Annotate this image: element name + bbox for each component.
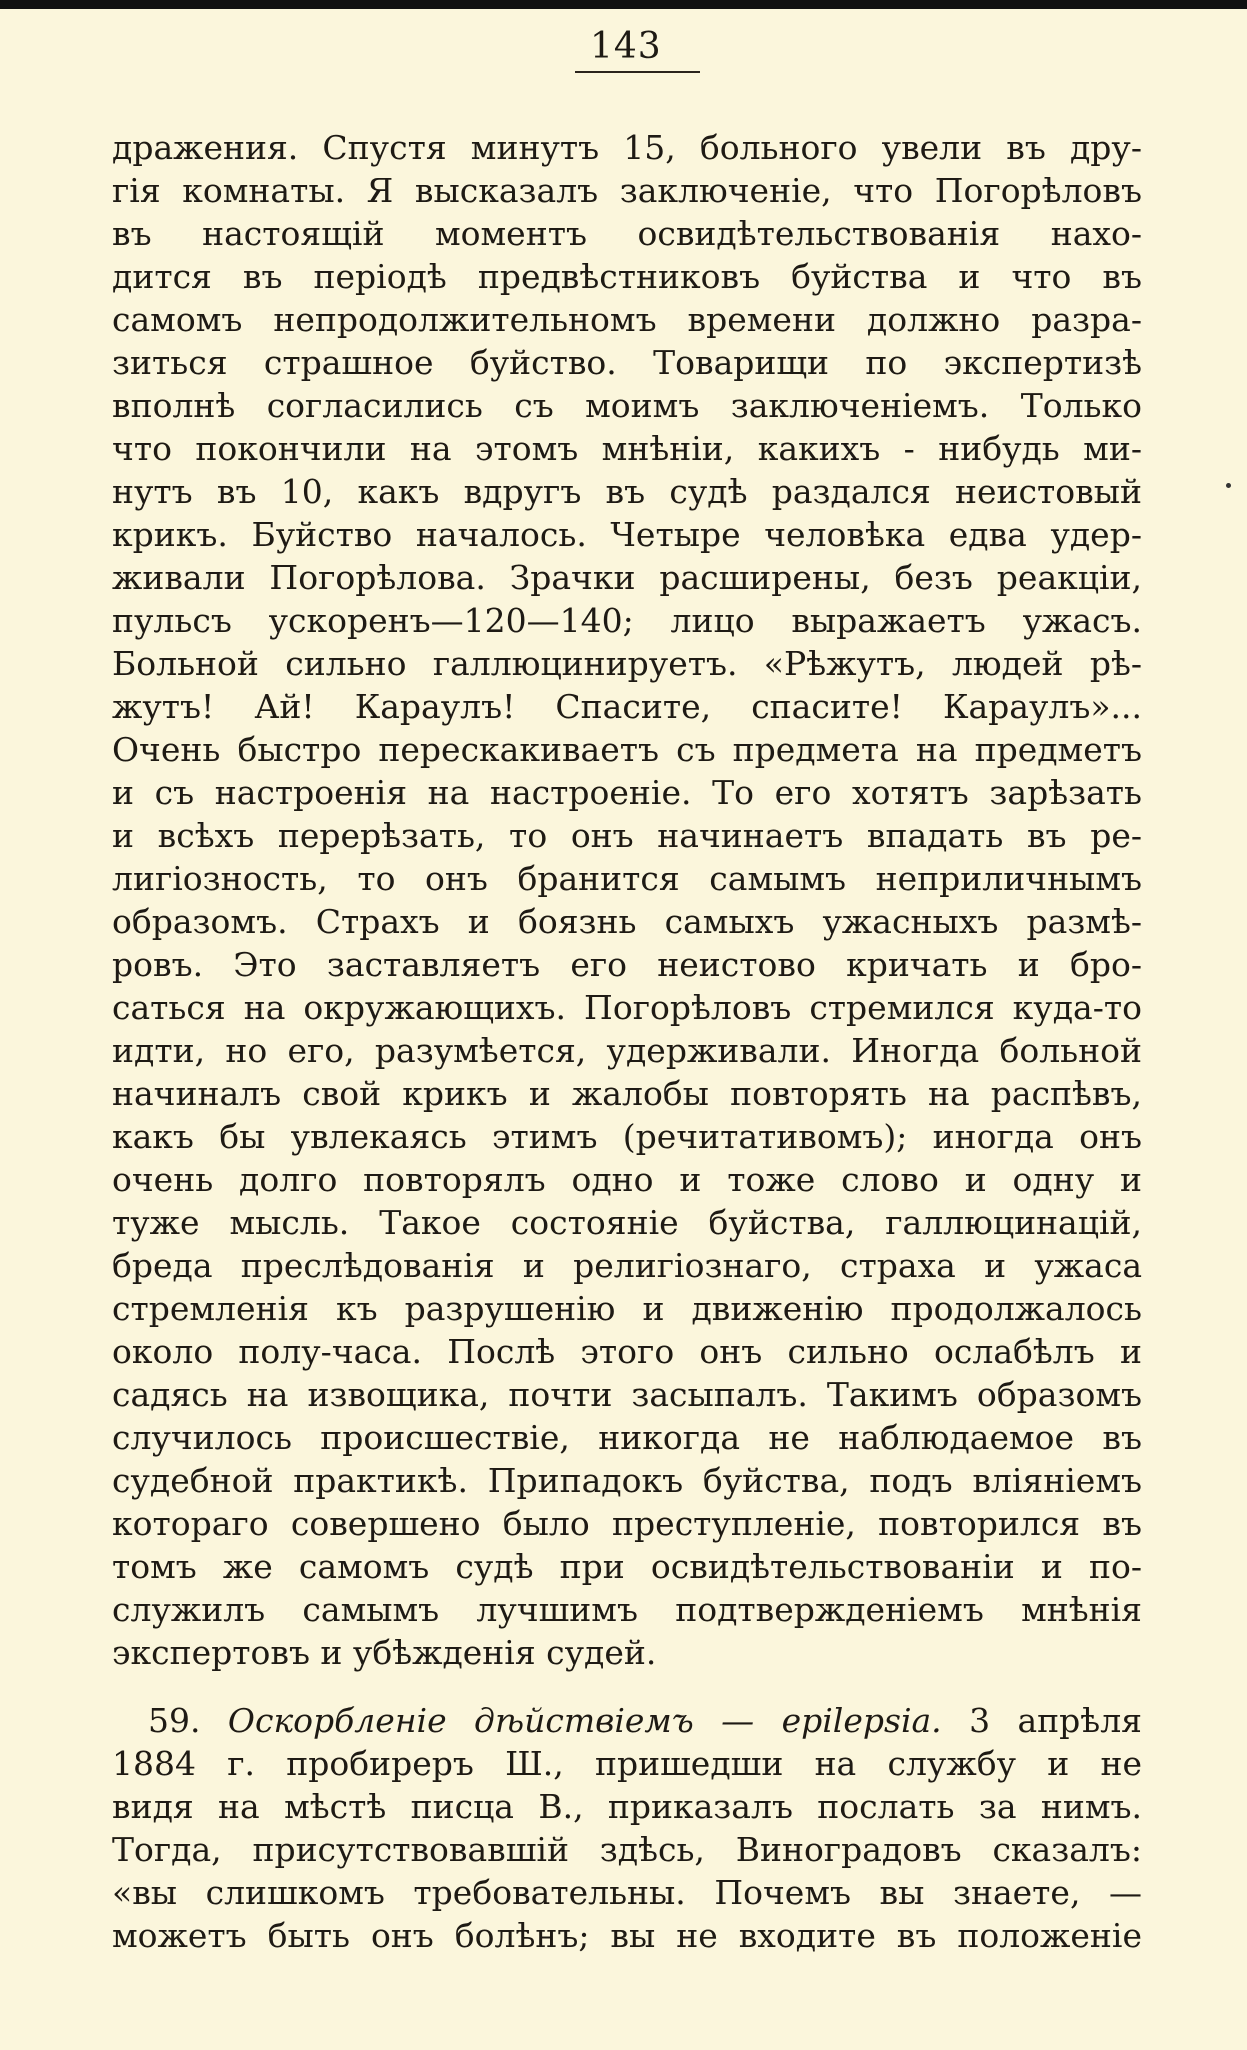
text-line: лигіозность, то онъ бранится самымъ неприличнымъ	[112, 859, 1142, 898]
text-line: въ настоящій моментъ освидѣтельствованія нахо-	[112, 214, 1142, 253]
text-line: образомъ. Страхъ и боязнь самыхъ ужасныхъ размѣ-	[112, 902, 1142, 941]
text-line: и всѣхъ перерѣзать, то онъ начинаетъ впадать въ ре-	[112, 816, 1142, 855]
text-line: около полу-часа. Послѣ этого онъ сильно ослабѣлъ и	[112, 1332, 1142, 1371]
text-line: дражения. Спустя минутъ 15, больного увели въ дру-	[112, 128, 1142, 167]
text-line: экспертовъ и убѣжденія судей.	[112, 1633, 657, 1672]
text-line: нутъ въ 10, какъ вдругъ въ судѣ раздался неистовый	[112, 472, 1142, 511]
text-line: бреда преслѣдованія и религіознаго, страха и ужаса	[112, 1246, 1142, 1285]
text-line: начиналъ свой крикъ и жалобы повторять на распѣвъ,	[112, 1074, 1142, 1113]
section-heading: Оскорбленіе дѣйствіемъ — epilepsia.	[227, 1701, 942, 1740]
text-line: жутъ! Ай! Караулъ! Спасите, спасите! Караулъ»...	[112, 687, 1142, 726]
text-line: очень долго повторялъ одно и тоже слово и одну и	[112, 1160, 1142, 1199]
text-line: котораго совершено было преступленіе, повторился въ	[112, 1504, 1142, 1543]
text-line: ровъ. Это заставляетъ его неистово кричать и бро-	[112, 945, 1142, 984]
page-number: 143	[590, 26, 662, 67]
text-line: садясь на извощика, почти засыпалъ. Такимъ образомъ	[112, 1375, 1142, 1414]
text-line: вполнѣ согласились съ моимъ заключеніемъ. Только	[112, 386, 1142, 425]
text-line: зиться страшное буйство. Товарищи по экспертизѣ	[112, 343, 1142, 382]
text-line: служилъ самымъ лучшимъ подтвержденіемъ мнѣнія	[112, 1590, 1142, 1629]
text-line: живали Погорѣлова. Зрачки расширены, безъ реакціи,	[112, 558, 1142, 597]
text-line: пульсъ ускоренъ—120—140; лицо выражаетъ ужасъ.	[112, 601, 1142, 640]
text-line: судебной практикѣ. Припадокъ буйства, подъ вліяніемъ	[112, 1461, 1142, 1500]
text-line: идти, но его, разумѣется, удерживали. Иногда больной	[112, 1031, 1142, 1070]
text-line: дится въ періодѣ предвѣстниковъ буйства и что въ	[112, 257, 1142, 296]
text-line: Больной сильно галлюцинируетъ. «Рѣжутъ, людей рѣ-	[112, 644, 1142, 683]
page-number-rule	[575, 71, 700, 73]
text-line: Тогда, присутствовавшій здѣсь, Виноградовъ сказалъ:	[112, 1830, 1142, 1869]
page-top-edge	[0, 0, 1247, 9]
text-line: 1884 г. пробиреръ Ш., пришедши на службу и не	[112, 1744, 1142, 1783]
text-line: «вы слишкомъ требовательны. Почемъ вы знаете, —	[112, 1873, 1142, 1912]
text-line: гія комнаты. Я высказалъ заключеніе, что Погорѣловъ	[112, 171, 1142, 210]
text-line: Очень быстро перескакиваетъ съ предмета на предметъ	[112, 730, 1142, 769]
text-line: и съ настроенія на настроеніе. То его хотятъ зарѣзать	[112, 773, 1142, 812]
text-line: крикъ. Буйство началось. Четыре человѣка едва удер-	[112, 515, 1142, 554]
text-line: видя на мѣстѣ писца В., приказалъ послать за нимъ.	[112, 1787, 1142, 1826]
section-first-line	[148, 1700, 1142, 1742]
section-first-line-text: 3 апрѣля	[969, 1701, 1142, 1740]
text-line: стремленія къ разрушенію и движенію продолжалось	[112, 1289, 1142, 1328]
text-line: что покончили на этомъ мнѣніи, какихъ - нибудь ми-	[112, 429, 1142, 468]
text-line: саться на окружающихъ. Погорѣловъ стремился куда-то	[112, 988, 1142, 1027]
text-line: самомъ непродолжительномъ времени должно разра-	[112, 300, 1142, 339]
text-line: туже мысль. Такое состояніе буйства, галлюцинацій,	[112, 1203, 1142, 1242]
section-number: 59.	[148, 1701, 201, 1740]
text-line: случилось происшествіе, никогда не наблюдаемое въ	[112, 1418, 1142, 1457]
text-line: какъ бы увлекаясь этимъ (речитативомъ); иногда онъ	[112, 1117, 1142, 1156]
margin-speck	[1226, 483, 1231, 488]
text-line: можетъ быть онъ болѣнъ; вы не входите въ положеніе	[112, 1916, 1142, 1955]
text-line: томъ же самомъ судѣ при освидѣтельствованіи и по-	[112, 1547, 1142, 1586]
